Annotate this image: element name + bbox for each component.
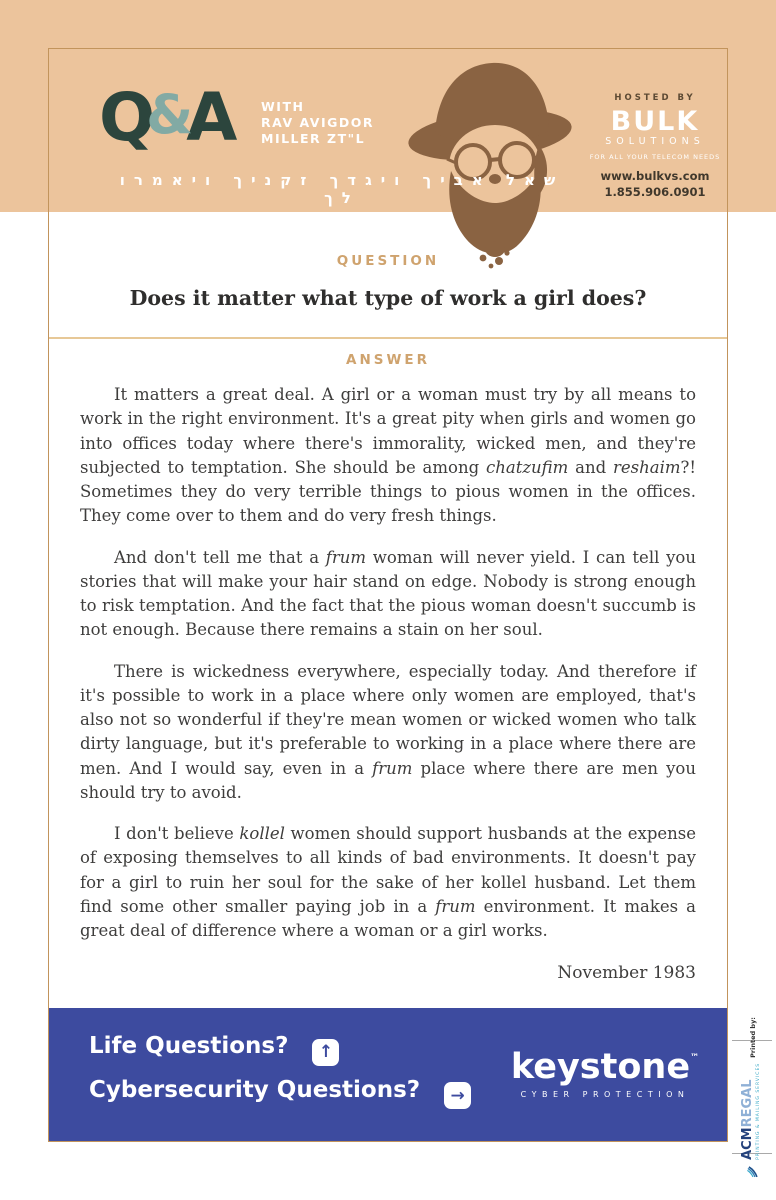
printer-credit-rotated	[740, 1017, 765, 1178]
regal-text: REGAL	[739, 1078, 755, 1127]
answer-label: ANSWER	[346, 352, 430, 368]
hosted-by-label: HOSTED BY	[614, 93, 696, 103]
answer-paragraph-1: It matters a great deal. A girl or a woman must try by all means to work in the right environment. It's a great pity when girls and women go into offices today where there's immorality, wicked men, and they're subjected to temptation. She should be among chatzufim and reshaim?! Sometimes they do very terrible things to pious women in the offices. They come over to them and do very fresh things.	[80, 385, 696, 526]
right-arrow-icon: →	[444, 1082, 471, 1109]
question-text: Does it matter what type of work a girl does?	[129, 286, 647, 310]
keystone-wordmark: keystone™	[510, 1047, 700, 1088]
rabbi-portrait-illustration	[395, 53, 600, 268]
with-rav-avigdor-miller	[261, 99, 374, 147]
cybersecurity-questions-text: Cybersecurity Questions?	[89, 1076, 421, 1103]
acm-regal-swoosh-icon	[746, 1164, 759, 1177]
banner-line-2	[89, 1077, 471, 1110]
with-line-1: WITH	[261, 99, 305, 114]
bulk-website: www.bulkvs.com	[600, 169, 710, 183]
qa-logo-q: Q	[99, 79, 154, 156]
acm-text: ACM	[739, 1126, 755, 1160]
life-questions-text: Life Questions?	[89, 1033, 289, 1060]
keystone-logo	[507, 1040, 703, 1099]
bulk-phone: 1.855.906.0901	[604, 185, 706, 199]
acm-regal-tagline: PRINTING & MAILING SERVICES	[755, 1062, 761, 1160]
answer-paragraph-4: I don't believe kollel women should support husbands at the expense of exposing themselves to all kinds of bad environments. It doesn't pay for a girl to ruin her soul for the sake of her kollel husband. Let them find some other smaller paying job in a frum environment. It makes a great deal of difference where a woman or a girl works.	[80, 824, 696, 940]
up-arrow-icon: ↑	[312, 1039, 339, 1066]
qa-logo-ampersand: &	[146, 83, 194, 146]
bulk-solutions-label: SOLUTIONS	[605, 136, 705, 147]
bulk-logo: BULK	[610, 106, 700, 137]
trademark-symbol: ™	[690, 1053, 700, 1064]
with-line-3: MILLER ZT"L	[261, 131, 366, 146]
bulk-tagline: FOR ALL YOUR TELECOM NEEDS	[589, 153, 721, 161]
with-line-2: RAV AVIGDOR	[261, 115, 375, 130]
printer-credit-block	[732, 1016, 772, 1160]
hebrew-verse: שאל אביך ויגדך זקניך ויאמרו לך	[119, 171, 565, 207]
banner-questions	[89, 1033, 471, 1120]
banner-line-1	[89, 1033, 471, 1066]
flyer-header	[49, 49, 727, 213]
question-answer-section	[49, 213, 727, 1008]
footer-banner	[49, 1008, 727, 1141]
question-label: QUESTION	[336, 253, 440, 269]
bulk-solutions-block	[587, 93, 723, 199]
answer-paragraph-2: And don't tell me that a frum woman will never yield. I can tell you stories that will make your hair stand on edge. Nobody is strong enough to risk temptation. And the fact that the pious woman doesn't succumb is not enough. Because there remains a stain on her soul.	[80, 547, 696, 640]
flyer-card	[48, 48, 728, 1142]
qa-logo	[99, 79, 235, 156]
keystone-tagline: CYBER PROTECTION	[520, 1090, 690, 1100]
source-date: November 1983	[557, 963, 696, 984]
qa-logo-a: A	[186, 79, 236, 156]
answer-body	[49, 368, 727, 943]
acm-regal-wordmark	[740, 1062, 765, 1159]
printed-by-label: Printed by:	[748, 1016, 757, 1058]
answer-paragraph-3: There is wickedness everywhere, especially today. And therefore if it's possible to work in a place where only women are employed, that's also not so wonderful if they're mean women or wicked women who talk dirty language, but it's preferable to working in a place where there are men. And I would say, even in a frum place where there are men you should try to avoid.	[80, 661, 696, 802]
